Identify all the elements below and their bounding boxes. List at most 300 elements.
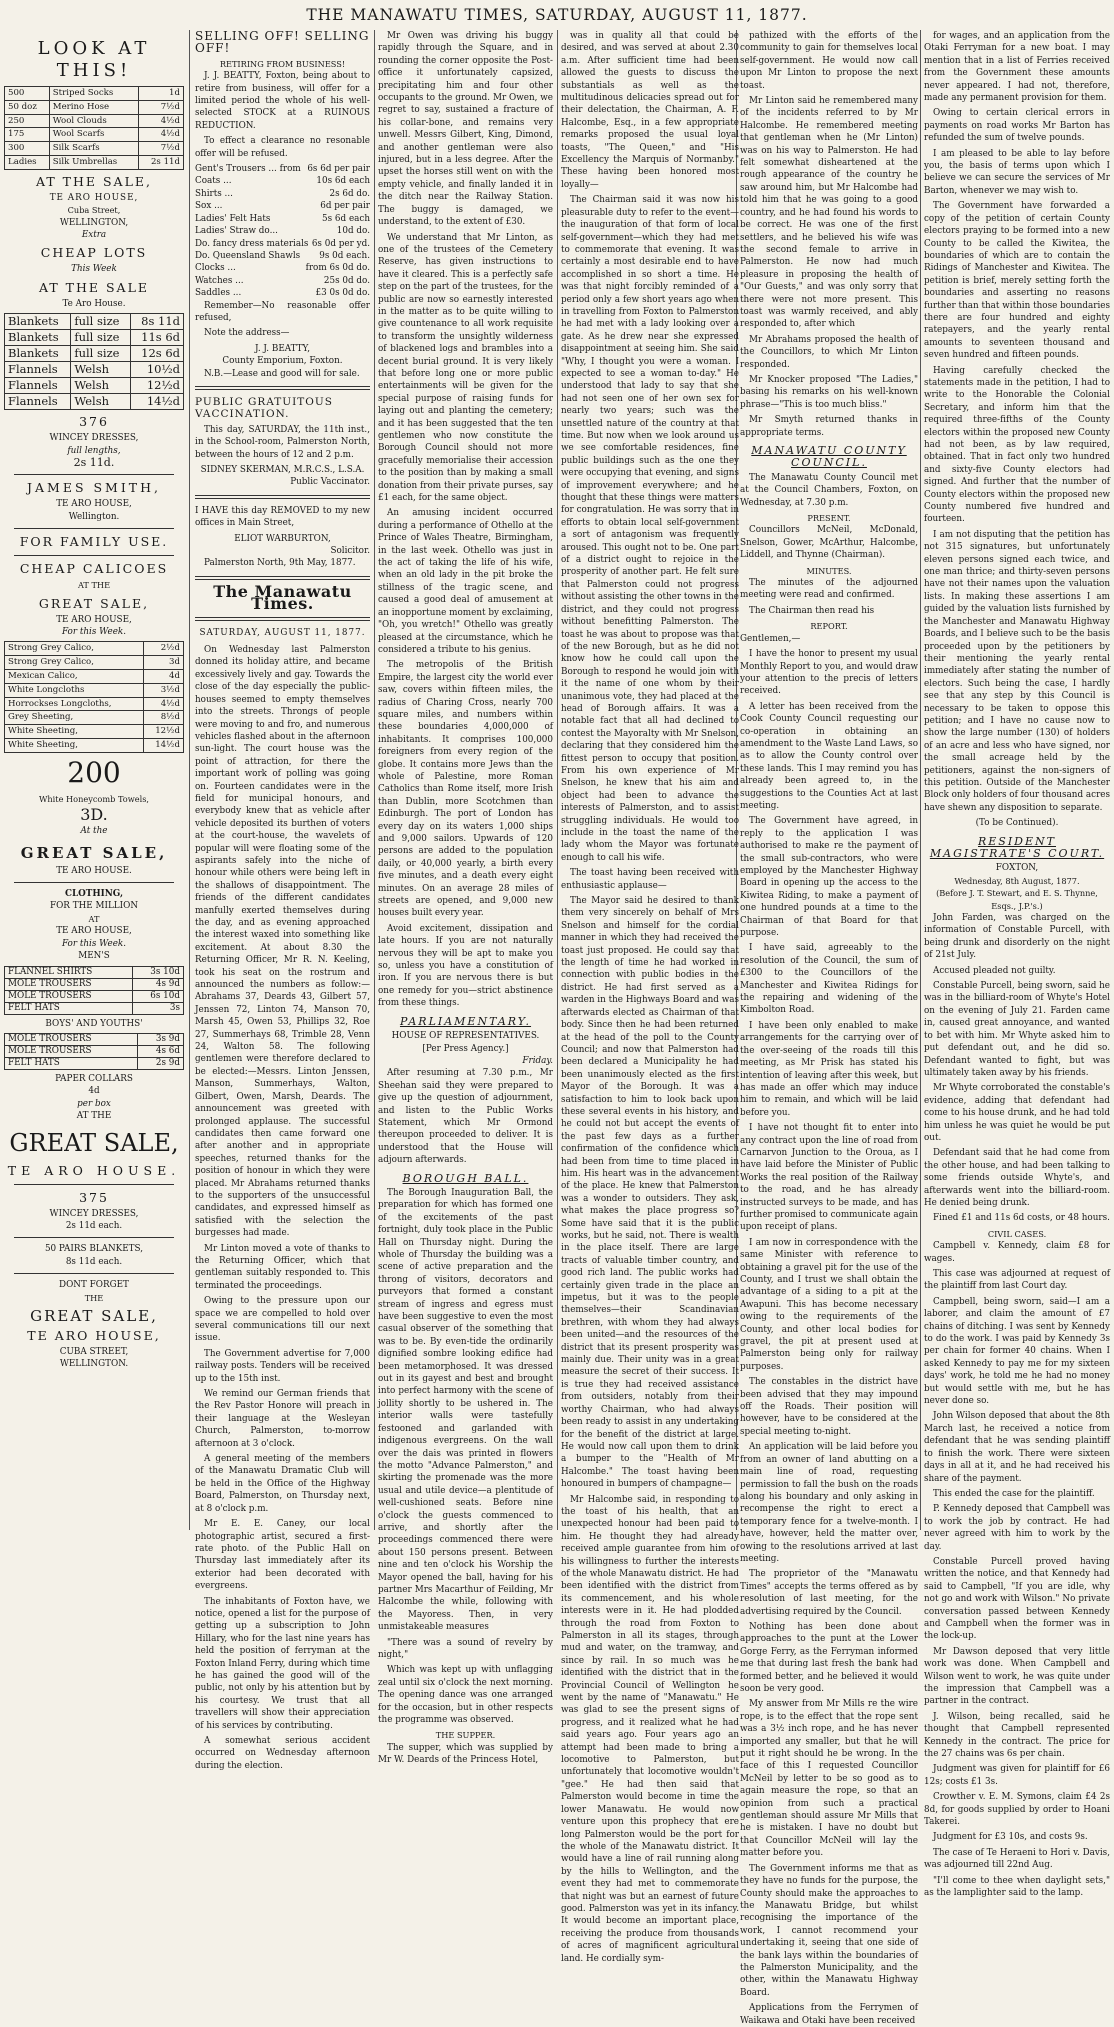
ad-text: TE ARO HOUSE, — [56, 614, 132, 625]
ad-text: 376 — [79, 414, 109, 430]
ad-text: 2s 11d each. — [65, 1220, 123, 1231]
price-row — [195, 238, 370, 250]
ad-text: Public Vaccinator. — [290, 477, 370, 488]
ad-text: TE ARO HOUSE, — [56, 499, 132, 510]
ad-text: County Emporium, Foxton. — [222, 356, 343, 367]
ad-text: AT THE — [77, 580, 111, 591]
news-paragraph: The supper, which was supplied by Mr W. Deards of the Princess Hotel, — [378, 1742, 553, 1766]
council-report-continued — [924, 30, 1110, 814]
table-cell: 4½d — [138, 128, 183, 142]
table-cell: Flannels — [5, 362, 71, 378]
divider — [195, 386, 370, 390]
news-paragraph: Mr Whyte corroborated the constable's evidence, adding that defendant had come to his house drunk, and he had told him unless he was quiet he would be put out. — [924, 1083, 1110, 1143]
news-paragraph: Accused pleaded not guilty. — [933, 965, 1056, 976]
table-cell: White Sheeting, — [5, 739, 144, 753]
ad-text: FOR FAMILY USE. — [19, 534, 169, 550]
price-row — [195, 250, 370, 262]
news-paragraph: I have not thought fit to enter into any contract upon the line of road from Carnarvon Junction to the Oroua, as I have laid before the Minister of Public Works the real position of the Railway to the road, and he has already instructed surveys to be made, and has further promised to communicate again upon receipt of plans. — [740, 1123, 918, 1233]
ad-text: 2s 11d. — [73, 456, 115, 470]
civil-cases-heading: CIVIL CASES. — [987, 1228, 1047, 1239]
table-cell: White Sheeting, — [5, 725, 144, 739]
news-paragraph: Mr Linton said he remembered many of the incidents referred to by Mr Halcombe. He remembered meeting that gentleman when he (Mr Linton) was on his way to Palmerston. He had felt somewhat disheartened at the rough appearance of the country he saw around him, but Mr Halcombe had told him that he was going to a good country, and he had found his words to be correct. He was one of the first settlers, and he believed his wife was the second female to arrive in Palmerston. He now had much pleasure in proposing the health of "Our Guests," and was only sorry that there were not more present. This toast was warmly received, and ably responded to, after which — [740, 96, 918, 330]
table-cell: full size — [71, 330, 131, 346]
ad-text: full lengths, — [67, 445, 121, 456]
paper-date: SATURDAY, AUGUST 11, 1877. — [199, 627, 366, 638]
table-row — [5, 697, 184, 711]
news-paragraph: John Farden, was charged on the information of Constable Purcell, with being drunk and disorderly on the night of 21st July. — [924, 913, 1110, 961]
table-cell: 2s 9d — [138, 1057, 184, 1069]
price-item: Watches ... — [195, 275, 244, 286]
table-row — [5, 1033, 184, 1045]
divider — [195, 495, 370, 499]
ad-text: AT THE SALE — [38, 279, 149, 295]
column-4 — [561, 30, 739, 1964]
divider — [14, 1273, 174, 1274]
price-row — [195, 275, 370, 287]
table-row — [5, 1045, 184, 1057]
ad-text: GREAT SALE, — [38, 595, 150, 611]
news-paragraph: Owing to the pressure upon our space we are compelled to hold over several communications till our next issue. — [195, 1296, 370, 1344]
price-value: 5s 6d each — [322, 213, 370, 224]
price-value: 10s 6d each — [316, 176, 370, 187]
ad-text: CUBA STREET, — [59, 1346, 129, 1357]
table-row — [5, 1002, 184, 1014]
column-6 — [924, 30, 1110, 1899]
divider — [14, 1184, 174, 1185]
minutes-heading: MINUTES. — [806, 565, 852, 576]
table-cell: FELT HATS — [5, 1002, 133, 1014]
dateline: Friday. — [522, 1055, 553, 1066]
ad-text: Extra — [81, 230, 107, 240]
ball-report-continued — [561, 30, 739, 1965]
price-item: Do. Queensland Shawls — [195, 250, 301, 261]
table-cell: 4d — [144, 670, 184, 684]
table-cell: Welsh — [71, 378, 131, 394]
news-paragraph: The Manawatu County Council met at the Council Chambers, Foxton, on Wednesday, at 7.30 p.m. — [740, 472, 918, 508]
news-paragraph: "There was a sound of revelry by night," — [378, 1637, 553, 1660]
ad-text: WINCEY DRESSES, — [49, 1208, 139, 1219]
table-cell: Mexican Calico, — [5, 670, 144, 684]
news-paragraph: for wages, and an application from the Otaki Ferryman for a new boat. I may mention that in a list of Ferries received from the Government these amounts never appeared. I had not, therefore, made any permanent provision for them. — [924, 31, 1110, 104]
table-cell: Blankets — [5, 314, 71, 330]
table-cell: MOLE TROUSERS — [5, 978, 133, 990]
price-item: Shirts ... — [195, 188, 233, 199]
table-cell: full size — [71, 314, 131, 330]
news-paragraph: A general meeting of the members of the Manawatu Dramatic Club will be held in the Office of the Highway Board, Palmerston, on Thursday next, at 8 o'clock p.m. — [195, 1454, 370, 1514]
table-row — [5, 314, 184, 330]
supper-heading: THE SUPPER. — [435, 1730, 496, 1741]
divider — [195, 576, 370, 580]
table-cell: Blankets — [5, 346, 71, 362]
ad-text: 50 PAIRS BLANKETS, — [44, 1244, 144, 1255]
news-paragraph: The inhabitants of Foxton have, we notice, opened a list for the purpose of getting up a subscription to John Hillary, who for the last nine years has held the position of ferryman at the Foxton Inland Ferry, during which time he has gained the good will of the public, not only by his attention but by his courtesy. We trust that all travellers will show their appreciation of his services by contributing. — [195, 1596, 370, 1731]
table-row — [5, 100, 184, 114]
news-paragraph: Councillors McNeil, McDonald, Snelson, Gower, McArthur, Halcombe, Liddell, and Thynne (Chairman). — [740, 525, 918, 561]
ad-text: CLOTHING, — [64, 889, 124, 900]
ad-body: J. J. BEATTY, Foxton, being about to retire from business, will offer for a limited period the whole of his well-selected STOCK at a RUINOUS REDUCTION. — [195, 71, 370, 131]
table-cell: 7½d — [138, 142, 183, 156]
table-cell: Flannels — [5, 378, 71, 394]
ad-text: WELLINGTON. — [59, 1359, 129, 1370]
table-row — [5, 394, 184, 410]
court-location: FOXTON, — [995, 863, 1039, 874]
news-paragraph: Mr Owen was driving his buggy rapidly through the Square, and in rounding the corner opposite the Post-office it unfortunately capsized, precipitating him and four other occupants to the ground. Mr Owen, we regret to say, sustained a fracture of his collar-bone, and remains very unwell. Messrs Gilbert, King, Dimond, and another gentleman were also injured, but in a less degree. After the upset the horses still went on with the empty vehicle, and finally landed it in the ditch near the Railway Station. The buggy is damaged, we understand, to the extent of £30. — [378, 31, 553, 228]
table-cell: Welsh — [71, 394, 131, 410]
news-paragraph: The metropolis of the British Empire, the largest city the world ever saw, covers within fifteen miles, the radius of Charing Cross, nearly 700 square miles, and numbers within these boundaries 4,000,000 of inhabitants. It comprises 100,000 foreigners from every region of the globe. It contains more Jews than the whole of Palestine, more Roman Catholics than Rome itself, more Irish than Dublin, more Scotchmen than Edinburgh. The port of London has every day on its waters 1,000 ships and 9,000 sailors. Upwards of 120 persons are added to the population daily, or 40,000 yearly, a birth every five minutes, and a death every eight minutes. On an average 28 miles of streets are opened, and 9,000 new houses built every year. — [378, 660, 553, 919]
news-paragraph: was in quality all that could be desired, and was served at about 2.30 a.m. After sufficient time had been allowed the guests to discuss the substantials as well as the multitudinous delicacies spread out for their delectation, the Chairman, A. F. Halcombe, Esq., in a few appropriate remarks proposed the usual loyal toasts, "The Queen," and "His Excellency the Marquis of Normanby." These having been honored most loyally— — [561, 31, 739, 190]
ad-text: BOYS' AND YOUTHS' — [45, 1018, 143, 1029]
price-item: Saddles ... — [195, 288, 242, 299]
ad-text: Cuba Street, — [67, 205, 121, 216]
news-paragraph: A letter has been received from the Cook County Council requesting our co-operation in obtaining an amendment to the Waste Land Laws, so as to allow the County control over these lands. This I may remind you has already been agreed to, in the suggestions to the Counties Act at last meeting. — [740, 701, 918, 811]
news-paragraph: This case was adjourned at request of the plaintiff from last Court day. — [924, 1269, 1110, 1292]
ad-body: I HAVE this day REMOVED to my new offices in Main Street, — [195, 505, 370, 529]
price-item: Ladies' Straw do... — [195, 226, 278, 237]
table-cell: 300 — [5, 142, 50, 156]
price-value: from 6s 0d do. — [305, 263, 370, 274]
table-cell: 4s 9d — [132, 978, 183, 990]
news-paragraph: Mr Knocker proposed "The Ladies," basing his remarks on his well-known phrase—"This is too much bliss." — [740, 374, 918, 410]
table-cell: 3d — [144, 656, 184, 670]
price-item: Ladies' Felt Hats — [195, 213, 271, 224]
news-paragraph: A somewhat serious accident occurred on Wednesday afternoon during the election. — [195, 1736, 370, 1771]
ball-report — [378, 1187, 553, 1726]
ad-text: AT — [88, 913, 100, 924]
table-row — [5, 683, 184, 697]
news-paragraph: Defendant said that he had come from the other house, and had been talking to some friends outside Whyte's, and afterwards went into the billiard-room. He denied being drunk. — [924, 1148, 1110, 1208]
table-cell: 4½d — [144, 697, 184, 711]
ad-text: TE ARO HOUSE. — [56, 865, 132, 876]
court-heading: RESIDENT MAGISTRATE'S COURT. — [929, 834, 1105, 860]
divider — [14, 555, 174, 556]
table-cell: 3½d — [144, 683, 184, 697]
price-value: 2s 6d do. — [329, 188, 370, 199]
table-cell: 12½d — [144, 725, 184, 739]
table-cell: 12s 6d — [131, 346, 184, 362]
table-cell: 3s 10d — [132, 966, 183, 978]
ad-text: RETIRING FROM BUSINESS! — [219, 58, 346, 69]
table-row — [5, 711, 184, 725]
news-paragraph: John Wilson deposed that about the 8th March last, he received a notice from defendant that he was sending plaintiff to finish the work. There were sixteen days in all at it, and he had received his share of the payment. — [924, 1411, 1110, 1484]
ad-text: Wellington. — [68, 511, 120, 522]
news-paragraph: J. Wilson, being recalled, said he thought that Campbell represented Kennedy in the contract. The price for the 27 chains was 6s per chain. — [924, 1711, 1110, 1760]
parliamentary-heading: PARLIAMENTARY. — [399, 1014, 532, 1028]
ad-text: DONT FORGET — [59, 1280, 129, 1291]
news-paragraph: We understand that Mr Linton, as one of the trustees of the Cemetery Reserve, has given instructions to have it cleared. This is a perfectly safe step on the part of the trustees, for the public are now so earnestly interested in the matter as to be quite willing to give countenance to all work requisite to transform the unsightly wilderness of blackened logs and brambles into a decent burial ground. It is very likely that before long one or more public entertainments will be given for the special purpose of raising funds for laying out and planting the cemetery; and it has been suggested that the ten gentlemen who now constitute the Borough Council should not more gracefully memorialise their accession to the position than by making a small donation from their private purses, say £1 each, for the same object. — [378, 232, 553, 504]
ad-body: N.B.—Lease and good will for sale. — [204, 368, 360, 379]
price-row — [195, 188, 370, 200]
table-cell: White Longcloths — [5, 683, 144, 697]
ad-text: MEN'S — [78, 951, 110, 962]
news-paragraph: I have been only enabled to make arrangements for the carrying over of the over-seeing of the roads till this meeting, as Mr Prisk has stated his intention of leaving after this week, but has made an offer which may induce him to remain, and which will be laid before you. — [740, 1020, 918, 1118]
ad-text: WELLINGTON, — [59, 217, 129, 228]
news-paragraph: Nothing has been done about approaches to the punt at the Lower Gorge Ferry, as the Ferryman informed me that during last fresh the bank had formed better, and he believed it would soon be very good. — [740, 1621, 918, 1694]
price-value: £3 0s 0d do. — [315, 288, 370, 299]
selling-off-title: SELLING OFF! SELLING OFF! — [195, 29, 370, 56]
table-cell: Wool Scarfs — [49, 128, 138, 142]
ad-text: Solicitor. — [330, 546, 370, 557]
news-paragraph: We remind our German friends that the Rev Pastor Honore will preach in their language at the Wesleyan Church, Palmerston, to-morrow afternoon at 3 o'clock. — [195, 1389, 370, 1449]
table-row — [5, 142, 184, 156]
news-paragraph: After resuming at 7.30 p.m., Mr Sheehan said they were prepared to give up the question of adjournment, and listen to the Public Works Statement, which Mr Ormond thereupon proceeded to deliver. It is understood that the House will adjourn afterwards. — [378, 1068, 553, 1166]
news-paragraph: The Government advertise for 7,000 railway posts. Tenders will be received up to the 15th inst. — [195, 1348, 370, 1384]
ad-text: 200 — [67, 755, 121, 789]
news-paragraph: Crowther v. E. M. Symons, claim £4 2s 8d, for goods supplied by order to Hoani Takerei. — [924, 1792, 1110, 1828]
ad-look-title: LOOK AT THIS! — [37, 38, 151, 81]
ad-text: THE — [84, 1292, 104, 1303]
table-cell: 4s 6d — [138, 1045, 184, 1057]
news-paragraph: The constables in the district have been advised that they may impound off the Roads. Their position will however, have to be considered at the special meeting to-night. — [740, 1377, 918, 1437]
price-row — [195, 225, 370, 237]
ad-text: FOR THE MILLION — [49, 901, 139, 912]
table-cell: Striped Socks — [49, 87, 138, 101]
editorial — [195, 644, 370, 1772]
table-cell: 3s — [132, 1002, 183, 1014]
ad-text: AT THE SALE, — [36, 173, 152, 189]
table-row — [5, 656, 184, 670]
court-date: Wednesday, 8th August, 1877. — [954, 875, 1080, 886]
ad-text: TE ARO HOUSE, — [56, 926, 132, 937]
ad-text: For this Week. — [61, 627, 127, 638]
table-cell: Flannels — [5, 394, 71, 410]
court-before: (Before J. T. Stewart, and E. S. Thynne, Esqs., J.P.'s.) — [936, 888, 1098, 911]
table-cell: 175 — [5, 128, 50, 142]
news-paragraph: The minutes of the adjourned meeting were read and confirmed. — [740, 578, 918, 601]
mens-price-table — [4, 966, 184, 1015]
table-row — [5, 155, 184, 169]
news-paragraph: Campbell v. Kennedy, claim £8 for wages. — [924, 1241, 1110, 1264]
ad-text: 375 — [79, 1189, 109, 1205]
table-row — [5, 739, 184, 753]
price-row — [195, 175, 370, 187]
news-paragraph: Constable Purcell, being sworn, said he was in the billiard-room of Whyte's Hotel on the evening of July 21. Farden came in, caused great annoyance, and wanted to bet with him. Mr Whyte asked him to put defendant out, and he did so. Defendant wanted to fight, but was ultimately taken away by his friends. — [924, 981, 1110, 1078]
price-row — [195, 287, 370, 299]
ad-body: Palmerston North, 9th May, 1877. — [204, 558, 356, 569]
news-paragraphs — [378, 30, 553, 1010]
news-paragraph: Avoid excitement, dissipation and late hours. If you are not naturally nervous they will be apt to make you so, unless you have a constitution of iron. If you are nervous there is but one remedy for you—strict abstinence from these things. — [378, 923, 553, 1009]
table-cell: 3s 9d — [138, 1033, 184, 1045]
news-paragraph: Campbell, being sworn, said—I am a laborer, and claim the amount of £7 chains of ditching. I was sent by Kennedy to do the work. I was paid by Kennedy 3s per chain for former 40 chains. When I asked Kennedy to pay me for my sixteen days' work, he told me he had no money but would settle with me, but he has never done so. — [924, 1296, 1110, 1407]
divider — [14, 528, 174, 529]
ad-text: For this Week. — [61, 938, 127, 949]
news-paragraph: Having carefully checked the statements made in the petition, I had to write to the Honorable the Colonial Secretary, and inform him that the required three-fifths of the County electors within the proposed new County had not been, as by law required, obtained. That in fact only two hundred and sixty-five County electors had signed. And further that the number of County electors within the proposed new County numbered five hundred and fourteen. — [924, 365, 1110, 525]
news-paragraph: The Chairman said it was now his pleasurable duty to refer to the event—the inauguration of that form of local self-government—which they had met to commemorate that evening. It was certainly a most desirable end to have accomplished in so short a time. He was that night forcibly reminded of a period only a few short years ago when in travelling from Foxton to Palmerston he had met with a lady looking over a gate. As he drew near she expressed disappointment at seeing him. She said "Why, I thought you were a woman. I expected to see a woman to-day." He understood that lady to say that she had not seen one of her own sex for nearly two years; such was the unsettled nature of the country at that time. But now when we look around us we see comfortable residences, fine public buildings such as the one they were occupying that evening, and signs of improvement everywhere; and he thought that these things were matters for congratulation. He was sorry that in efforts to obtain local self-government a sort of antagonism was frequently aroused. This ought not to be. One part of a district ought to rejoice in the prosperity of another part. He felt sure that Palmerston could not progress without assisting the other towns in the district, and they could not progress without benefitting Palmerston. The toast he was about to propose was that of the new Borough, but as he did not know how he could call upon the Borough to respond he would join with it the name of one whom by their unanimous vote, they had placed at the head of Borough affairs. It was a notable fact that all had declined to contest the Mayoralty with Mr Snelson, declaring that they considered him the fittest person to occupy that position. From his own experience of Mr Snelson, he knew that his aim and object had been to advance the interests of Palmerston, and to assist struggling individuals. He would too include in the toast the name of the lady whom the Mayor was fortunate enough to call his wife. — [561, 195, 739, 863]
news-paragraph: Fined £1 and 11s 6d costs, or 48 hours. — [933, 1213, 1110, 1224]
table-row — [5, 362, 184, 378]
ad-text: 3D. — [80, 805, 108, 825]
news-paragraph: Mr Abrahams proposed the health of the Councillors, to which Mr Linton responded. — [740, 334, 918, 370]
vaccination-title: PUBLIC GRATUITOUS VACCINATION. — [195, 395, 333, 421]
news-paragraph: Applications from the Ferrymen of Waikawa and Otaki have been received — [740, 2003, 918, 2026]
news-paragraph: The case of Te Heraeni to Hori v. Davis, was adjourned till 22nd Aug. — [924, 1847, 1110, 1871]
table-cell: 14½d — [131, 394, 184, 410]
ad-text: GREAT SALE, — [20, 843, 168, 862]
table-row — [5, 378, 184, 394]
news-paragraph: My answer from Mr Mills re the wire rope, is to the effect that the rope sent was a 3½ inch rope, and he has never imported any smaller, but that he will put it right should he be wrong. In the face of this I requested Councillor McNeil by letter to be so good as to again measure the rope, so that an opinion from such a practical gentleman should assure Mr Mills that he is mistaken. I have no doubt but that Councillor McNeil will lay the matter before you. — [740, 1699, 918, 1859]
masthead: THE MANAWATU TIMES, SATURDAY, AUGUST 11, 1877. — [306, 6, 808, 24]
ball-report-end — [740, 30, 918, 439]
table-row — [5, 346, 184, 362]
news-paragraph: Gentlemen,— — [740, 633, 801, 644]
press-agency: [Per Press Agency.] — [422, 1043, 509, 1054]
calico-price-table — [4, 641, 184, 752]
news-paragraph: I have said, agreeably to the resolution of the Council, the sum of £300 to the Councillors of the Manchester and Kiwitea Ridings for the repairing and widening of the Kimbolton Road. — [740, 943, 918, 1016]
news-paragraph: The Chairman then read his — [749, 605, 875, 616]
price-row — [195, 163, 370, 175]
ad-text: Te Aro House. — [62, 298, 126, 309]
table-cell: 8½d — [144, 711, 184, 725]
column-rule — [189, 30, 190, 1530]
price-value: 6s 6d per pair — [307, 164, 370, 175]
news-paragraph: Which was kept up with unflagging zeal until six o'clock the next morning. The opening dance was one arranged for the occasion, but in other respects the programme was observed. — [378, 1665, 553, 1726]
price-item: Sox ... — [195, 201, 223, 212]
ad-text: GREAT SALE, — [30, 1306, 158, 1325]
table-cell: Silk Scarfs — [49, 142, 138, 156]
price-item: Gent's Trousers ... from — [195, 164, 301, 175]
news-paragraph: Mr Linton moved a vote of thanks to the Returning Officer, which that gentleman suitably responded to. This terminated the proceedings. — [195, 1243, 370, 1291]
news-paragraph: The Government have forwarded a copy of the petition of certain County electors praying to be formed into a new County to be called the Kiwitea, the boundaries of which are to contain the Ridings of Manchester and Kiwitea. The petition is brief, merely setting forth the boundaries and asserting no reasons further than that within those boundaries there are four hundred and eighty ratepayers, and the yearly rental amounts to seventeen thousand and seven hundred and fifteen pounds. — [924, 201, 1110, 361]
boys-price-table — [4, 1033, 184, 1070]
table-cell: 250 — [5, 114, 50, 128]
ad-text: GREAT SALE, — [9, 1128, 179, 1157]
table-row — [5, 725, 184, 739]
table-row — [5, 330, 184, 346]
price-row — [195, 262, 370, 274]
divider — [14, 1237, 174, 1238]
ad-body: Remember—No reasonable offer refused, — [195, 300, 370, 323]
ad-text: CHEAP LOTS — [40, 245, 148, 261]
to-be-continued: (To be Continued). — [975, 818, 1059, 829]
price-value: 6d per pair — [320, 201, 370, 212]
price-value: 9s 0d each. — [319, 250, 370, 261]
news-paragraph: I have the honor to present my usual Monthly Report to you, and would draw your attention to the precis of letters received. — [740, 649, 918, 697]
price-item: Coats ... — [195, 176, 232, 187]
ad-text: TE ARO HOUSE, — [27, 1327, 161, 1343]
news-paragraph: I am now in correspondence with the same Minister with reference to obtaining a gravel pit for the use of the County, and I trust we shall obtain the advantage of a siding to a pit at the Awapuni. This has become necessary owing to the requirements of the County, and other local bodies for gravel, the pit at present used at Palmerston being only for railway purposes. — [740, 1237, 918, 1372]
column-2 — [195, 29, 370, 1771]
price-row — [195, 200, 370, 212]
column-rule — [920, 30, 921, 1530]
table-cell: Welsh — [71, 362, 131, 378]
ad-text: CHEAP CALICOES — [19, 561, 169, 577]
news-paragraph: "I'll come to thee when daylight sets," as the lamplighter said to the lamp. — [924, 1875, 1110, 1899]
news-paragraph: An amusing incident occurred during a performance of Othello at the Prince of Wales Theatre, Birmingham, in the last week. Othello was just in the act of taking the life of his wife, when an old lady in the pit broke the stillness of the tragic scene, and caused a good deal of amusement at an inopportune moment by exclaiming, "Oh, you wretch!" Othello was greatly pleased at the circumstance, which he considered a tribute to his genius. — [378, 508, 553, 655]
report-heading: REPORT. — [810, 621, 848, 632]
table-cell: 12½d — [131, 378, 184, 394]
news-paragraph: Mr Halcombe said, in responding to the toast of his health, that an unexpected honour had been paid to him. He thought they had already received ample guarantee from him of his willingness to further the interests of the whole Manawatu district. He had been identified with the district from its commencement, and his whole interests were in it. He had plodded through the road from Foxton to Palmerston in all its stages, through mud and water, on the tramway, and since by rail. In so much was he identified with the district that in the Provincial Council of Wellington he went by the name of "Manawatu." He was glad to see the present signs of progress, and it realized what he had said years ago. Four years ago an attempt had been made to bring a locomotive to Palmerston, but unfortunately that locomotive wouldn't "gee." He had then said that Palmerston would become in time the lower Manawatu. He would now venture upon this prophecy that ere long Palmerston would be the port for the whole of the Manawatu district. It would have a line of rail running along by the hills to Wellington, and the event they had met to commemorate that night was but an earnest of future good. Palmerston was yet in its infancy. It would become an important place, receiving the produce from thousands of acres of magnificent agricultural land. He cordially sym- — [561, 1494, 739, 1964]
ad-body: To effect a clearance no resonable offer will be refused. — [195, 136, 370, 159]
ad-text: 8s 11d each. — [65, 1256, 123, 1267]
ball-heading: BOROUGH BALL. — [402, 1171, 529, 1185]
divider — [14, 882, 174, 883]
news-paragraph: P. Kennedy deposed that Campbell was to work the job by contract. He had never agreed with him to work by the day. — [924, 1504, 1110, 1552]
ad-text: At the — [80, 826, 108, 837]
table-cell: 2½d — [144, 642, 184, 656]
court-report — [924, 912, 1110, 1225]
socks-price-table — [4, 86, 184, 170]
ad-text: JAMES SMITH, — [26, 480, 161, 496]
ad-text: SIDNEY SKERMAN, M.R.C.S., L.S.A. — [200, 465, 365, 475]
table-cell: MOLE TROUSERS — [5, 1033, 138, 1045]
news-paragraph: Constable Purcell proved having written the notice, and that Kennedy had said to Campbell, "If you are idle, why not go and work with Wilson." No private conversation passed between Kennedy and Campbell when the former was in the lock-up. — [924, 1556, 1110, 1642]
ad-text: J. J. BEATTY, — [255, 343, 310, 354]
news-paragraph: On Wednesday last Palmerston donned its holiday attire, and became excessively lively and gay. Towards the close of the day especially the public-houses seemed to empty themselves into the streets. Throngs of people were moving to and fro, and numerous vehicles flashed about in the afternoon sun-light. The court house was the point of attraction, for there the important work of polling was going on. Fourteen candidates were in the field for municipal honours, and everybody knew that as vehicle after vehicle deposited its burthen of voters at the court-house, the wavelets of popular will were floating some of the aspirants safely into the niche of honour while others were being left in the shallows of disappointment. The friends of the different candidates manfully exerted themselves during the day, and as evening approached the interest waxed into something like excitement. At about 8.30 the Returning Officer, Mr R. N. Keeling, took his seat on the rostrum and announced the numbers as follow:—Abrahams 37, Deards 43, Gilbert 57, Jenssen 72, Linton 74, Manson 70, Marsh 45, Owen 53, Phillips 32, Roe 27, Summerhays 68, Trimble 28, Venn 24, Walton 58. The following gentlemen were therefore declared to be elected:—Messrs. Linton Jenssen, Manson, Summerhays, Walton, Gilbert, Owen, Marsh, Deards. The announcement was greeted with prolonged applause. The successful candidates then came forward one after another and in appropriate speeches, returned thanks for the position of honour in which they were placed. Mr Abrahams returned thanks to the supporters of the unsuccessful candidates, and expressed himself as satisfied with the selection the burgesses had made. — [195, 645, 370, 1239]
table-cell: 500 — [5, 87, 50, 101]
column-5 — [740, 30, 918, 2026]
civil-cases — [924, 1240, 1110, 1899]
ad-text: ELIOT WARBURTON, — [234, 533, 331, 544]
table-cell: 2s 11d — [138, 155, 183, 169]
table-cell: FELT HATS — [5, 1057, 138, 1069]
news-paragraph: I am pleased to be able to lay before you, the basis of terms upon which I believe we can secure the services of Mr Barton, whenever we may wish to. — [924, 148, 1110, 196]
table-row — [5, 990, 184, 1002]
table-cell: 8s 11d — [131, 314, 184, 330]
table-row — [5, 670, 184, 684]
news-paragraph: Mr E. E. Caney, our local photographic artist, secured a first-rate photo. of the Public Hall on Thursday last immediately after its exterior had been decorated with evergreens. — [195, 1519, 370, 1592]
ad-text: AT THE — [76, 1111, 112, 1122]
ad-text: per box — [77, 1098, 111, 1109]
ad-text: 4d — [88, 1086, 100, 1097]
table-cell: Wool Clouds — [49, 114, 138, 128]
news-paragraph: This ended the case for the plaintiff. — [933, 1488, 1095, 1499]
table-cell: MOLE TROUSERS — [5, 990, 133, 1002]
table-cell: Blankets — [5, 330, 71, 346]
news-paragraph: Mr Smyth returned thanks in appropriate terms. — [740, 415, 918, 438]
table-cell: 4½d — [138, 114, 183, 128]
news-paragraph: pathized with the efforts of the community to gain for themselves local self-government. He would now call upon Mr Linton to propose the next toast. — [740, 31, 918, 91]
column-1-advertisements — [4, 30, 184, 1530]
table-cell: Merino Hose — [49, 100, 138, 114]
column-rule — [557, 30, 558, 1530]
price-item: Do. fancy dress materials — [195, 238, 309, 249]
house-heading: HOUSE OF REPRESENTATIVES. — [391, 1031, 540, 1042]
divider — [195, 617, 370, 621]
news-paragraph: The Borough Inauguration Ball, the preparation for which has formed one of the excitements of the past fortnight, duly took place in the Public Hall on Thursday night. During the whole of Thursday the building was a scene of active preparation and the throng of visitors, decorators and purveyors that formed a constant stream of ingress and egress must have been suggestive to even the most casual observer of the something that was to be. By even-tide the ordinarily dignified sombre looking edifice had been metamorphosed. It was dressed out in its gayest and best and brought into perfect harmony with the scene of jollity shortly to be ushered in. The interior walls were tastefully festooned and garlanded with indigenous evergreens. On the wall over the dais was printed in flowers the motto "Advance Palmerston," and skirting the promenade was the more usual and utile device—a plentitude of well-cushioned seats. Before nine o'clock the guests commenced to arrive, and shortly after the proceedings commenced there were about 150 persons present. Between nine and ten o'clock his Worship the Mayor opened the ball, having for his partner Mrs Macarthur of Feilding, Mr Halcombe the while, following with the Mayoress. Then, in very unmistakeable measures — [378, 1187, 553, 1633]
news-paragraph: Mr Dawson deposed that very little work was done. When Campbell and Wilson went to work, he was quite under the impression that Campbell was a partner in the contract. — [924, 1646, 1110, 1707]
divider — [14, 474, 174, 475]
table-cell: MOLE TROUSERS — [5, 1045, 138, 1057]
table-cell: Strong Grey Calico, — [5, 642, 144, 656]
table-cell: 11s 6d — [131, 330, 184, 346]
column-3 — [378, 30, 553, 1766]
table-row — [5, 87, 184, 101]
ad-text: WINCEY DRESSES, — [49, 433, 139, 444]
table-cell: Ladies — [5, 155, 50, 169]
table-row — [5, 966, 184, 978]
table-cell: 7½d — [138, 100, 183, 114]
ad-body: This day, SATURDAY, the 11th inst., in the School-room, Palmerston North, between the hours of 12 and 2 p.m. — [195, 424, 370, 460]
table-row — [5, 642, 184, 656]
ad-text: PAPER COLLARS — [55, 1073, 133, 1084]
table-cell: 10½d — [131, 362, 184, 378]
price-row — [195, 213, 370, 225]
price-value: 10d do. — [336, 226, 370, 237]
price-item: Clocks ... — [195, 263, 236, 274]
news-paragraph: Judgment was given for plaintiff for £6 12s; costs £1 3s. — [924, 1764, 1110, 1787]
ad-body: Note the address— — [204, 328, 290, 339]
table-row — [5, 114, 184, 128]
price-value: 6s 0d per yd. — [311, 238, 370, 249]
table-cell: 1d — [138, 87, 183, 101]
table-cell: Silk Umbrellas — [49, 155, 138, 169]
table-row — [5, 1057, 184, 1069]
table-row — [5, 128, 184, 142]
column-rule — [374, 30, 375, 1530]
news-paragraph: I am not disputing that the petition has not 315 signatures, but unfortunately eleven persons signed each twice, and one man thrice; and thirty-seven persons have not their names upon the valuation lists. In making these assertions I am guided by the valuation lists furnished by the Manchester and Manawatu Highway Boards, and I believe such to be the basis proceeded upon by the petitioners by their mentioning the yearly rental immediately after stating the number of electors. Such being the case, I hardly see that any step by this Council is necessary to be taken to oppose this petition; and I have no cause now to show the large number (130) of holders of an acre and less who have signed, nor the small acreage held by the petitioners, against the non-signers of this petition. Outside of the Manchester Block only holders of four thousand acres have shewn any disposition to separate. — [924, 529, 1110, 813]
paper-title: The Manawatu Times. — [213, 581, 352, 614]
council-heading: MANAWATU COUNTY COUNCIL. — [751, 444, 907, 470]
ad-text: White Honeycomb Towels, — [38, 793, 149, 804]
